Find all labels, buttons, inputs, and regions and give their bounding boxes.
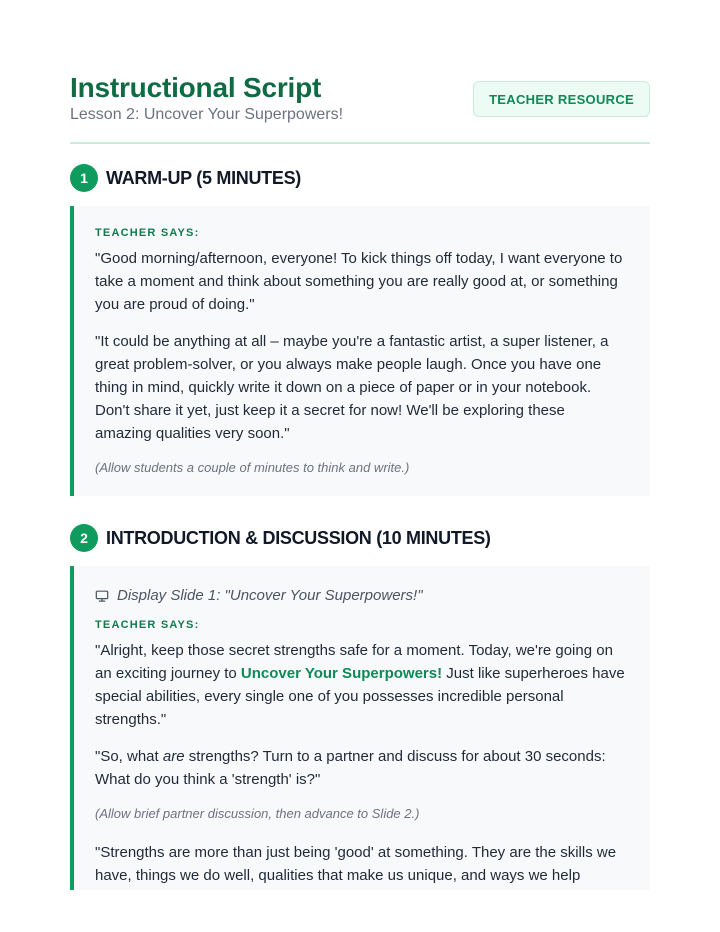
section-2-number: 2 xyxy=(70,524,98,552)
intro-paragraph-1: "Alright, keep those secret strengths safe for a moment. Today, we're going on an exciting journey to Uncover Your Superpowers! Just like superheroes have special abilities, every single one of you possesses incredible personal strengths." xyxy=(95,642,625,728)
teacher-says-label: TEACHER SAYS: xyxy=(95,619,200,631)
page-title: Instructional Script xyxy=(70,72,322,103)
are-emphasis: are xyxy=(162,748,185,765)
section-1-title: WARM-UP (5 MINUTES) xyxy=(106,167,301,188)
warm-up-paragraph-2: "It could be anything at all – maybe you're a fantastic artist, a super listener, a great problem-solver, or you always make people laugh. Once you have one thing in mind, quickly write it down on a piece of paper or in your notebook. Don't share it yet, just keep it a secret for now! We'll be exploring these amazing qualities very soon." xyxy=(95,333,609,442)
section-2-heading xyxy=(70,524,491,552)
section-1-number: 1 xyxy=(70,164,98,192)
intro-paragraph-3: "Strengths are more than just being 'good' at something. They are the skills we have, things we do well, qualities that make us unique, and ways we help xyxy=(95,844,617,884)
teacher-resource-badge: TEACHER RESOURCE xyxy=(473,81,650,117)
instructional-script-page xyxy=(70,70,650,884)
warm-up-note: (Allow students a couple of minutes to think and write.) xyxy=(95,460,410,475)
warm-up-card xyxy=(70,206,650,496)
page-header xyxy=(70,70,650,144)
introduction-card xyxy=(70,566,650,890)
intro-paragraph-2: "So, what are strengths? Turn to a partner and discuss for about 30 seconds: What do you think a 'strength' is?" xyxy=(95,748,606,788)
monitor-icon xyxy=(95,589,109,603)
teacher-says-label: TEACHER SAYS: xyxy=(95,227,200,239)
section-2-title: INTRODUCTION & DISCUSSION (10 MINUTES) xyxy=(106,527,491,548)
slide-cue-text: Display Slide 1: "Uncover Your Superpowers!" xyxy=(117,587,423,604)
warm-up-paragraph-1: "Good morning/afternoon, everyone! To kick things off today, I want everyone to take a moment and think about something you are really good at, or something you are proud of doing." xyxy=(95,250,623,313)
slide-cue xyxy=(95,586,625,606)
intro-note: (Allow brief partner discussion, then advance to Slide 2.) xyxy=(95,806,420,821)
lesson-subtitle: Lesson 2: Uncover Your Superpowers! xyxy=(70,106,344,123)
section-1-heading xyxy=(70,164,301,192)
superpowers-highlight: Uncover Your Superpowers! xyxy=(240,665,443,682)
